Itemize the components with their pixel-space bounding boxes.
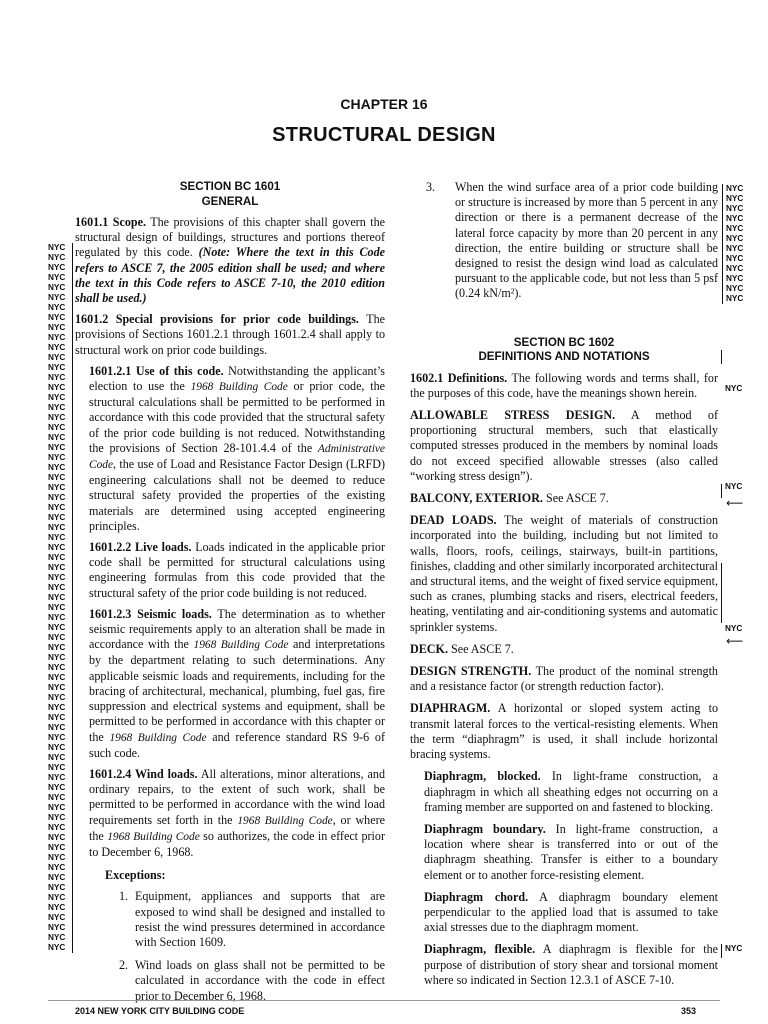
nyc-mark: NYC [48, 763, 66, 772]
para-text: , or where the [89, 812, 385, 843]
nyc-mark: NYC [726, 244, 744, 253]
nyc-mark: NYC [48, 713, 66, 722]
para-text: The following words and terms shall, for the purposes of this code, have the meanings shown herein. [410, 370, 718, 400]
revision-bar [721, 484, 722, 498]
nyc-mark: NYC [48, 483, 66, 492]
definition-diaphragm [410, 701, 718, 762]
nyc-mark: NYC [48, 403, 66, 412]
nyc-mark: NYC [48, 693, 66, 702]
revision-bar [721, 350, 722, 364]
page-number: 353 [680, 1006, 696, 1016]
nyc-mark: NYC [48, 803, 66, 812]
definition-text: The product of the nominal strength and a resistance factor (or strength reduction factor). [410, 664, 718, 694]
nyc-mark: NYC [48, 243, 66, 252]
definition-text: The weight of materials of construction incorporated into the building, including but not limited to walls, floors, roofs, ceilings, stairways, built-in partitions, finishes, cladding and other similarly incorporated architectural and structural items, and the weight of fixed service equipment, such as cranes, plumbing stacks and risers, electrical feeders, heating, ventilating and air-conditioning systems and automatic sprinkler systems. [410, 513, 718, 634]
definition-design-strength [410, 664, 718, 694]
nyc-mark: NYC [48, 393, 66, 402]
nyc-mark: NYC [48, 553, 66, 562]
nyc-mark: NYC [726, 194, 744, 203]
deletion-arrow-icon: ⟵ [726, 496, 744, 510]
para-label: 1601.1 Scope. [75, 215, 146, 229]
left-column [75, 180, 385, 1012]
nyc-mark: NYC [48, 473, 66, 482]
definition-term: BALCONY, EXTERIOR. [410, 491, 543, 506]
definition-term: Diaphragm boundary. [424, 821, 546, 836]
definition-term: DECK. [410, 641, 448, 656]
nyc-mark: NYC [48, 493, 66, 502]
definition-text: A horizontal or sloped system acting to transmit lateral forces to the vertical-resisting elements. When the term “diaphragm” is used, it shall include horizontal bracing systems. [410, 701, 718, 762]
definition-diaphragm-flexible [410, 942, 718, 988]
definition-deck [410, 642, 718, 657]
nyc-revision-marks-left [48, 243, 70, 953]
nyc-mark: NYC [48, 923, 66, 932]
code-ref: 1968 Building Code [237, 814, 333, 827]
nyc-mark: NYC [48, 653, 66, 662]
nyc-mark: NYC [726, 184, 744, 193]
nyc-mark: NYC [48, 333, 66, 342]
nyc-mark: NYC [48, 443, 66, 452]
nyc-mark: NYC [48, 303, 66, 312]
exception-item-3 [410, 180, 718, 302]
nyc-mark: NYC [48, 273, 66, 282]
definition-diaphragm-chord [410, 890, 718, 936]
nyc-mark: NYC [48, 593, 66, 602]
nyc-mark: NYC [726, 274, 744, 283]
exception-number: 1. [119, 889, 129, 904]
definition-text: A method of proportioning structural members, such that elastically computed stresses produced in the members by nominal loads do not exceed specified allowable stresses (also called “working stress design”). [410, 408, 718, 483]
para-1601-2-3 [75, 607, 385, 761]
nyc-mark: NYC [48, 523, 66, 532]
revision-bar [722, 184, 723, 304]
nyc-mark: NYC [48, 293, 66, 302]
nyc-mark: NYC [48, 793, 66, 802]
para-text: and reference standard RS 9-6 of such code. [89, 729, 385, 760]
definition-text: See ASCE 7. [542, 491, 609, 506]
nyc-mark: NYC [48, 613, 66, 622]
chapter-heading: CHAPTER 16 [340, 96, 428, 112]
nyc-mark: NYC [725, 624, 743, 633]
para-1601-2-4 [75, 767, 385, 860]
nyc-mark: NYC [725, 482, 743, 491]
nyc-mark: NYC [48, 733, 66, 742]
nyc-mark: NYC [48, 603, 66, 612]
definition-text: In light-frame construction, a location where shear is transferred into or out of the diaphragm sheathing. Transfer is either to a boundary element or to another force-resisting element. [424, 821, 719, 882]
nyc-mark: NYC [726, 254, 744, 263]
exception-number: 2. [119, 958, 129, 973]
para-text: The determination as to whether seismic requirements apply to an alteration shall be made in accordance with the [89, 606, 385, 652]
para-1602-1 [410, 371, 718, 401]
definition-term: DIAPHRAGM. [410, 701, 491, 716]
para-1601-2 [75, 312, 385, 358]
deletion-arrow-icon: ⟵ [726, 634, 744, 648]
definition-text: A diaphragm is flexible for the purpose of distribution of story shear and torsional moment where so indicated in Section 12.3.1 of ASCE 7-10. [424, 942, 718, 987]
exception-item [75, 889, 385, 950]
code-ref: 1968 Building Code [107, 830, 200, 843]
nyc-mark: NYC [48, 583, 66, 592]
nyc-mark: NYC [726, 224, 744, 233]
footer-rule [48, 1000, 720, 1001]
nyc-mark: NYC [48, 853, 66, 862]
exception-number: 3. [426, 180, 436, 194]
section-number: SECTION BC 1601 [179, 180, 281, 193]
code-ref: 1968 Building Code [190, 381, 288, 394]
definition-balcony-exterior [410, 491, 718, 506]
nyc-mark: NYC [726, 264, 744, 273]
nyc-mark: NYC [48, 913, 66, 922]
code-ref: 1968 Building Code [193, 639, 289, 652]
section-heading-1602 [410, 336, 718, 365]
para-text: or prior code, the structural calculations shall be permitted to be performed in accordance with this code provided that the structural safety of the prior code building is not reduced. Notwithstanding the provisions of Section 28-101.4.4 of the [89, 379, 385, 455]
definition-dead-loads [410, 513, 718, 635]
para-text: The provisions of this chapter shall govern the structural design of buildings, structures and portions thereof regulated by this code. [75, 215, 385, 260]
definition-text: A diaphragm boundary element perpendicular to the applied load that is assumed to take axial stresses due to the diaphragm moment. [424, 889, 718, 935]
nyc-mark: NYC [48, 833, 66, 842]
nyc-mark: NYC [48, 703, 66, 712]
nyc-mark: NYC [48, 863, 66, 872]
nyc-mark: NYC [48, 753, 66, 762]
revision-bar [721, 944, 722, 958]
nyc-mark: NYC [48, 423, 66, 432]
definition-term: ALLOWABLE STRESS DESIGN. [410, 408, 616, 423]
para-text: and interpretations by the department relating to such determinations. Any applicable seismic loads and requirements, including for the bracing of architectural, mechanical, plumbing, fuel gas, fire suppression and electrical systems and equipment, shall be permitted to be performed in accordance with this chapter or the [89, 637, 385, 744]
chapter-title: STRUCTURAL DESIGN [272, 124, 496, 146]
exception-text: When the wind surface area of a prior code building or structure is increased by more than 5 percent in any direction or there is a permanent decrease of the lateral force capacity by more than 20 percent in any direction, the entire building or structure shall be designed to resist the design wind load as calculated pursuant to the applicable code, but not less than 5 psf (0.24 kN/m²). [455, 180, 718, 301]
para-note: (Note: Where the text in this Code refers to ASCE 7, the 2005 edition shall be used; and where the text in this Code refers to ASCE 7-10, the 2010 edition shall be used.) [75, 245, 385, 306]
para-label: 1602.1 Definitions. [410, 370, 508, 385]
nyc-mark: NYC [48, 453, 66, 462]
nyc-mark: NYC [48, 323, 66, 332]
para-text: , the use of Load and Resistance Factor Design (LRFD) engineering calculations shall not be deemed to reduce structural safety provided the properties of the existing materials are determined using accepted engineering principles. [89, 457, 385, 533]
code-ref: Administrative Code [89, 442, 385, 472]
nyc-mark: NYC [48, 513, 66, 522]
nyc-mark: NYC [48, 373, 66, 382]
para-text: Loads indicated in the applicable prior code shall be permitted for structural calculations using engineering formulas from this code provided that the structural safety of the prior code building is not reduced. [89, 540, 385, 600]
nyc-mark: NYC [725, 944, 743, 953]
nyc-mark: NYC [726, 214, 744, 223]
exception-text: Equipment, appliances and supports that are exposed to wind shall be designed and installed to resist the wind pressures determined in accordance with Section 1609. [135, 889, 385, 949]
definition-diaphragm-boundary [410, 822, 718, 883]
nyc-mark: NYC [48, 263, 66, 272]
section-number: SECTION BC 1602 [513, 335, 615, 349]
para-1601-1 [75, 215, 385, 306]
nyc-mark: NYC [48, 413, 66, 422]
definition-term: DESIGN STRENGTH. [410, 664, 532, 679]
footer-code-title: 2014 NEW YORK CITY BUILDING CODE [75, 1006, 245, 1016]
nyc-mark: NYC [48, 643, 66, 652]
exceptions-list [75, 889, 385, 1003]
definition-term: Diaphragm, blocked. [424, 769, 541, 784]
definition-term: DEAD LOADS. [410, 513, 497, 528]
definition-diaphragm-blocked [410, 769, 718, 815]
nyc-revision-marks-right [726, 184, 748, 304]
para-text: The provisions of Sections 1601.2.1 through 1601.2.4 shall apply to structural work on prior code buildings. [75, 312, 386, 357]
right-column [410, 180, 718, 995]
nyc-mark: NYC [48, 723, 66, 732]
nyc-mark: NYC [48, 823, 66, 832]
nyc-mark: NYC [48, 673, 66, 682]
para-1601-2-2 [75, 540, 385, 601]
nyc-mark: NYC [48, 353, 66, 362]
nyc-mark: NYC [48, 543, 66, 552]
definition-term: Diaphragm, flexible. [424, 942, 536, 957]
nyc-mark: NYC [726, 284, 744, 293]
revision-bar [72, 243, 73, 953]
nyc-mark: NYC [48, 873, 66, 882]
nyc-mark: NYC [48, 463, 66, 472]
definition-allowable-stress-design [410, 408, 718, 484]
nyc-mark: NYC [726, 234, 744, 243]
nyc-mark: NYC [48, 253, 66, 262]
nyc-mark: NYC [48, 903, 66, 912]
nyc-mark: NYC [48, 943, 66, 952]
para-label: 1601.2.1 Use of this code. [89, 363, 224, 378]
exceptions-heading: Exceptions: [105, 868, 166, 883]
definition-term: Diaphragm chord. [424, 889, 529, 904]
nyc-mark: NYC [48, 683, 66, 692]
revision-bar [721, 563, 722, 623]
para-label: 1601.2.4 Wind loads. [89, 766, 198, 781]
definition-text: In light-frame construction, a diaphragm in which all sheathing edges not occurring on a framing member are supported on and fastened to blocking. [424, 769, 718, 814]
nyc-mark: NYC [48, 283, 66, 292]
exception-text: Wind loads on glass shall not be permitted to be calculated in accordance with the code in effect prior to December 6, 1968. [135, 958, 385, 1003]
definition-text: See ASCE 7. [447, 641, 514, 656]
para-text: so authorizes, the code in effect prior to December 6, 1968. [89, 828, 385, 859]
nyc-mark: NYC [48, 633, 66, 642]
nyc-mark: NYC [48, 363, 66, 372]
para-label: 1601.2.3 Seismic loads. [89, 606, 212, 621]
para-label: 1601.2 Special provisions for prior code buildings. [75, 312, 359, 327]
nyc-mark: NYC [48, 893, 66, 902]
nyc-mark: NYC [726, 204, 744, 213]
nyc-mark: NYC [48, 933, 66, 942]
nyc-mark: NYC [48, 343, 66, 352]
nyc-mark: NYC [48, 783, 66, 792]
nyc-mark: NYC [48, 843, 66, 852]
para-text: Notwithstanding the applicant’s election to use the [89, 363, 386, 394]
nyc-mark: NYC [48, 813, 66, 822]
nyc-mark: NYC [725, 384, 743, 393]
nyc-mark: NYC [48, 883, 66, 892]
code-ref: 1968 Building Code [109, 731, 207, 744]
para-label: 1601.2.2 Live loads. [89, 540, 192, 555]
exception-item [75, 958, 385, 1004]
nyc-mark: NYC [48, 383, 66, 392]
nyc-mark: NYC [48, 743, 66, 752]
nyc-mark: NYC [48, 773, 66, 782]
nyc-mark: NYC [48, 563, 66, 572]
para-text: All alterations, minor alterations, and ordinary repairs, to the extent of such work, shall be permitted to be performed in accordance with the wind load requirements set forth in the [89, 766, 385, 827]
nyc-mark: NYC [48, 573, 66, 582]
para-1601-2-1 [75, 364, 385, 534]
section-name: GENERAL [201, 194, 259, 208]
nyc-mark: NYC [48, 663, 66, 672]
section-heading-1601 [75, 180, 385, 209]
nyc-mark: NYC [48, 433, 66, 442]
section-name: DEFINITIONS AND NOTATIONS [478, 350, 650, 364]
nyc-mark: NYC [48, 623, 66, 632]
nyc-mark: NYC [48, 533, 66, 542]
nyc-mark: NYC [726, 294, 744, 303]
nyc-mark: NYC [48, 503, 66, 512]
nyc-mark: NYC [48, 313, 66, 322]
